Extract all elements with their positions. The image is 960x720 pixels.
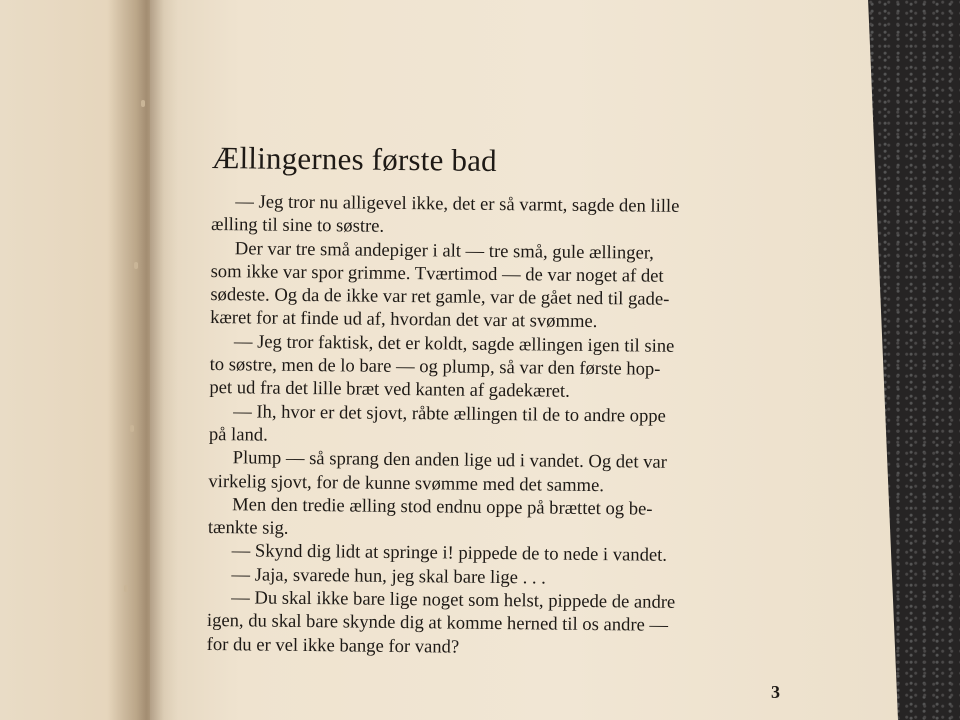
binding-stitch: [141, 100, 145, 107]
text-line: på land.: [208, 423, 268, 446]
text-line: virkelig sjovt, for de kunne svømme med det samme.: [208, 470, 605, 496]
binding-stitch: [134, 262, 138, 269]
page-number: 3: [771, 682, 780, 702]
text-line: — Jaja, svarede hun, jeg skal bare lige . . .: [231, 563, 546, 589]
paragraph: [209, 330, 790, 406]
text-line: ælling til sine to søstre.: [211, 214, 385, 238]
text-line: kæret for at finde ud af, hvordan det var at svømme.: [210, 307, 598, 333]
paragraph: [208, 493, 788, 546]
paragraph: [210, 237, 791, 336]
text-line: Plump — så sprang den anden lige ud i vandet. Og det var: [232, 447, 668, 474]
text-line: som ikke var spor grimme. Tværtimod — de var noget af det: [210, 260, 664, 287]
paragraph: [209, 400, 789, 453]
story-text: [207, 140, 792, 662]
text-line: — Jeg tror faktisk, det er koldt, sagde ællingen igen til sine: [233, 331, 675, 357]
text-line: — Jeg tror nu alligevel ikke, det er så varmt, sagde den lille: [235, 191, 680, 217]
paragraph: [208, 446, 788, 499]
text-line: tænkte sig.: [207, 517, 289, 539]
book-binding: [108, 0, 178, 720]
paragraph: [211, 190, 791, 243]
text-line: — Du skal ikke bare lige noget som helst, pippede de andre: [231, 587, 676, 613]
text-line: Men den tredie ælling stod endnu oppe på brættet og be-: [232, 494, 653, 520]
text-line: — Ih, hvor er det sjovt, råbte ællingen til de to andre oppe: [233, 400, 666, 427]
text-line: Der var tre små andepiger i alt — tre små, gule ællinger,: [234, 237, 654, 264]
text-line: — Skynd dig lidt at springe i! pippede de to nede i vandet.: [231, 540, 668, 567]
binding-stitch: [124, 585, 128, 592]
text-line: sødeste. Og da de ikke var ret gamle, var de gået ned til gade-: [210, 284, 670, 310]
text-line: pet ud fra det lille bræt ved kanten af gadekæret.: [209, 377, 570, 403]
binding-stitch: [130, 425, 134, 432]
text-line: igen, du skal bare skynde dig at komme herned til os andre —: [206, 610, 669, 637]
text-line: for du er vel ikke bange for vand?: [206, 633, 460, 658]
paragraph: [207, 586, 788, 662]
text-line: to søstre, men de lo bare — og plump, så var den første hop-: [209, 354, 661, 380]
story-title: Ællingernes første bad: [211, 140, 498, 178]
